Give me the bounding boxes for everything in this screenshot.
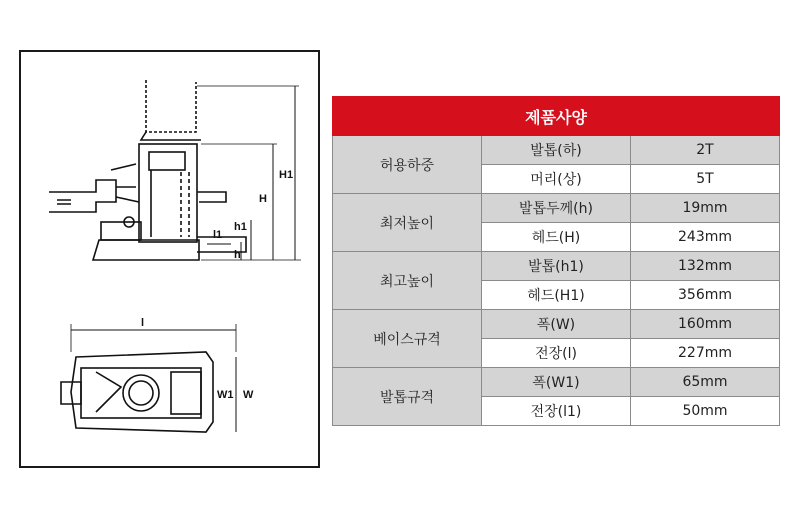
- spec-item: 전장(l1): [482, 397, 631, 426]
- label-W1: W1: [217, 389, 234, 401]
- spec-value: 160mm: [631, 310, 780, 339]
- spec-value: 132mm: [631, 252, 780, 281]
- spec-item: 폭(W): [482, 310, 631, 339]
- spec-item: 폭(W1): [482, 368, 631, 397]
- spec-item: 발톱두께(h): [482, 194, 631, 223]
- spec-table-title: 제품사양: [333, 97, 780, 136]
- spec-value: 19mm: [631, 194, 780, 223]
- label-H1: H1: [279, 169, 294, 181]
- label-W: W: [243, 389, 254, 401]
- toe-upper: [197, 192, 226, 202]
- label-l1: l1: [213, 229, 223, 241]
- spec-value: 227mm: [631, 339, 780, 368]
- group-label-min-height: 최저높이: [333, 194, 482, 252]
- spec-table: [332, 96, 780, 426]
- spec-item: 헤드(H1): [482, 281, 631, 310]
- group-label-allowable-load: 허용하중: [333, 136, 482, 194]
- spec-item: 발톱(하): [482, 136, 631, 165]
- group-label-toe-spec: 발톱규격: [333, 368, 482, 426]
- technical-drawing: [19, 50, 320, 468]
- label-h: h: [234, 249, 241, 261]
- spec-item: 헤드(H): [482, 223, 631, 252]
- label-h1: h1: [234, 221, 247, 233]
- spec-item: 머리(상): [482, 165, 631, 194]
- base-top-outline: [71, 352, 213, 432]
- label-H: H: [259, 193, 267, 205]
- spec-value: 243mm: [631, 223, 780, 252]
- label-l: l: [141, 317, 145, 329]
- spec-item: 발톱(h1): [482, 252, 631, 281]
- spec-item: 전장(l): [482, 339, 631, 368]
- jack-drawing-svg: [21, 52, 322, 470]
- pump-socket: [49, 180, 116, 212]
- spec-value: 5T: [631, 165, 780, 194]
- jack-base: [93, 240, 199, 260]
- head-extended-outline: [146, 80, 196, 132]
- group-label-max-height: 최고높이: [333, 252, 482, 310]
- group-label-base-spec: 베이스규격: [333, 310, 482, 368]
- spec-value: 65mm: [631, 368, 780, 397]
- spec-value: 50mm: [631, 397, 780, 426]
- spec-value: 2T: [631, 136, 780, 165]
- spec-value: 356mm: [631, 281, 780, 310]
